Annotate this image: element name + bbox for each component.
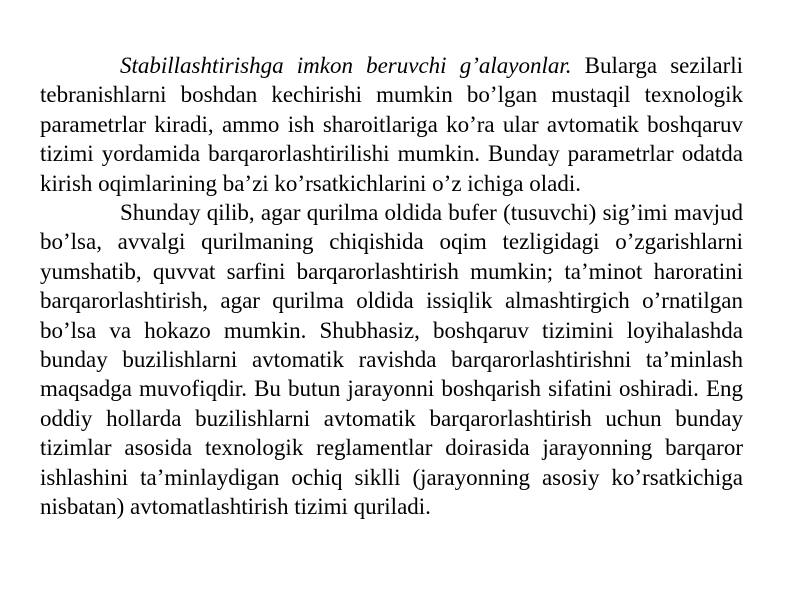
paragraph-1 xyxy=(40,51,743,198)
paragraph-1-italic-lead: Stabillashtirishga imkon beruvchi g’alayonlar. xyxy=(120,53,572,78)
document-body xyxy=(40,51,743,522)
paragraph-1-text: Bularga sezilarli tebranishlarni boshdan kechirishi mumkin bo’lgan mustaqil texnologik parametrlar kiradi, ammo ish sharoitlariga ko’ra ular avtomatik boshqaruv tizimi yordamida barqarorlashtirilishi mumkin. Bunday parametrlar odatda kirish oqimlarining ba’zi ko’rsatkichlarini o’z ichiga oladi. xyxy=(40,53,744,196)
paragraph-2 xyxy=(40,198,743,521)
paragraph-2-text: Shunday qilib, agar qurilma oldida bufer (tusuvchi) sig’imi mavjud bo’lsa, avvalgi qurilmaning chiqishida oqim tezligidagi o’zgarishlarni yumshatib, quvvat sarfini barqarorlashtirish mumkin; ta’minot haroratini barqarorlashtirish, agar qurilma oldida issiqlik almashtirgich o’rnatilgan bo’lsa va hokazo mumkin. Shubhasiz, boshqaruv tizimini loyihalashda bunday buzilishlarni avtomatik ravishda barqarorlashtirishni ta’minlash maqsadga muvofiqdir. Bu butun jarayonni boshqarish sifatini oshiradi. Eng oddiy hollarda buzilishlarni avtomatik barqarorlashtirish uchun bunday tizimlar asosida texnologik reglamentlar doirasida jarayonning barqaror ishlashini ta’minlaydigan ochiq siklli (jarayonning asosiy ko’rsatkichiga nisbatan) avtomatlashtirish tizimi quriladi. xyxy=(40,200,743,520)
